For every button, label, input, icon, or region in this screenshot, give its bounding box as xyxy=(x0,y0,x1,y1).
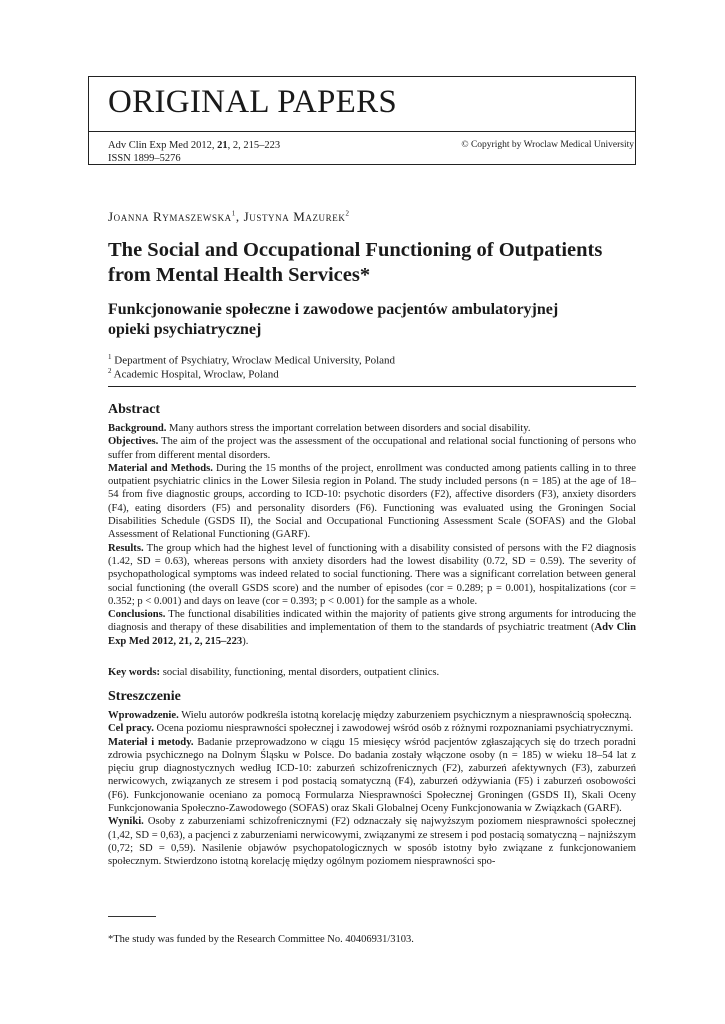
affiliation-text: Academic Hospital, Wroclaw, Poland xyxy=(111,368,279,381)
keywords-line xyxy=(108,666,636,679)
paragraph-text: Wielu autorów podkreśla istotną korelację między zaburzeniem psychicznym a niesprawnością społeczną. xyxy=(178,710,632,721)
citation-reference: Adv Clin Exp Med 2012, 21, 2, 215–223 xyxy=(108,622,636,647)
citation-volume: 21 xyxy=(217,140,228,151)
streszczenie-methods xyxy=(108,736,636,816)
abstract-conclusions xyxy=(108,608,636,648)
paragraph-label: Materiał i metody. xyxy=(108,736,194,748)
separator-rule xyxy=(108,386,636,387)
affiliation-text: Department of Psychiatry, Wroclaw Medical University, Poland xyxy=(111,354,396,367)
affiliation xyxy=(108,364,279,382)
article-title-text: The Social and Occupational Functioning of Outpatients from Mental Health Services xyxy=(108,239,603,286)
author-separator: , xyxy=(235,209,244,224)
paragraph-text: Osoby z zaburzeniami schizofrenicznymi (F2) odznaczały się najwyższym poziomem niesprawności społecznej (1,42, SD = 0,63), a pacjenci z zaburzeniami nerwicowymi, związanymi ze stresem i pod postacią somatyczną – najniższym (0,72; SD = 0,59). Nasilenie objawów psychopatologicznych w sposób istotny było związane z funkcjonowaniem społecznym. Stwierdzono istotną korelację między ogólnym poziomem niesprawności spo- xyxy=(108,816,636,868)
section-title: ORIGINAL PAPERS xyxy=(108,84,398,120)
citation-prefix: Adv Clin Exp Med 2012, xyxy=(108,140,218,151)
paragraph-label: Wprowadzenie. xyxy=(108,710,179,721)
paragraph-label: Material and Methods. xyxy=(108,462,213,474)
author-name: Joanna Rymaszewska xyxy=(108,209,232,224)
paragraph-label: Wyniki. xyxy=(108,816,144,828)
funding-footnote: *The study was funded by the Research Committee No. 40406931/3103. xyxy=(108,934,414,945)
streszczenie-heading: Streszczenie xyxy=(108,689,181,704)
streszczenie-aim xyxy=(108,722,636,735)
keywords-label: Key words: xyxy=(108,667,161,678)
footnote-rule xyxy=(108,916,156,917)
affiliation-mark: 2 xyxy=(108,367,112,375)
paragraph-label: Results. xyxy=(108,542,144,554)
paragraph-text: ). xyxy=(242,635,249,647)
keywords-text: social disability, functioning, mental disorders, outpatient clinics. xyxy=(160,667,440,678)
affiliation-mark: 1 xyxy=(108,353,112,361)
paragraph-text: The aim of the project was the assessment of the occupational and relational social functioning of persons who suffer from different mental disorders. xyxy=(108,436,636,461)
author-affiliation-mark: 2 xyxy=(345,209,350,218)
article-title-english xyxy=(108,238,648,288)
keywords xyxy=(108,666,636,679)
paragraph-text: During the 15 months of the project, enrollment was conducted among patients calling in to three outpatient psychiatric clinics in the Lower Silesia region in Poland. The study included persons (n = 185) at the age of 18–54 from five diagnostic groups, according to ICD-10: psychotic disorders (F2), affective disorders (F3), anxiety disorders (F4), eating disorders (F5) and personality disorders (F6). Functioning was evaluated using the Groningen Social Disabilities Schedule (GSDS II), the Social and Occupational Functioning Assessment Scale (SOFAS) and the Global Assessment of Relational Functioning (GARF). xyxy=(108,462,636,541)
author-list xyxy=(108,209,350,225)
abstract-objectives xyxy=(108,435,636,462)
abstract-body xyxy=(108,422,636,648)
citation-suffix: , 2, 215–223 xyxy=(227,140,281,151)
paragraph-text: Ocena poziomu niesprawności społecznej i zawodowej wśród osób z różnymi rozpoznaniami psychiatrycznymi. xyxy=(153,723,634,735)
paragraph-label: Conclusions. xyxy=(108,609,166,621)
paragraph-text: The functional disabilities indicated within the majority of patients give strong arguments for introducing the diagnosis and therapy of these disabilities and implementation of them to the standards of psychiatric treatment ( xyxy=(108,609,636,634)
paragraph-label: Background. xyxy=(108,423,167,434)
paragraph-label: Objectives. xyxy=(108,436,159,448)
author-name: Justyna Mazurek xyxy=(243,209,346,224)
author-affiliation-mark: 1 xyxy=(231,209,236,218)
issn: ISSN 1899–5276 xyxy=(108,153,181,164)
article-title-polish: Funkcjonowanie społeczne i zawodowe pacjentów ambulatoryjnej opieki psychiatrycznej xyxy=(108,301,559,338)
abstract-heading: Abstract xyxy=(108,402,161,417)
streszczenie-results xyxy=(108,815,636,868)
streszczenie-intro xyxy=(108,709,636,722)
abstract-methods xyxy=(108,462,636,542)
paragraph-label: Cel pracy. xyxy=(108,723,154,735)
journal-citation xyxy=(108,139,280,153)
abstract-background xyxy=(108,422,636,435)
paragraph-text: The group which had the highest level of functioning with a disability consisted of persons with the F2 diagnosis (1.42, SD = 0.63), whereas persons with anxiety disorders had the lowest disability (0.72, SD = 0.59). The severity of psychopathological symptoms was indeed related to social functioning. There was a significant correlation between general social functioning (the overall GSDS score) and the number of episodes (cor = 0.289; p = 0.001), hospitalizations (cor = 0.352; p < 0.001) and days on leave (cor = 0.393; p < 0.001) for the sample as a whole. xyxy=(108,542,636,607)
copyright-notice: © Copyright by Wroclaw Medical University xyxy=(461,140,634,150)
abstract-results xyxy=(108,542,636,608)
paragraph-text: Many authors stress the important correlation between disorders and social disability. xyxy=(166,423,531,434)
streszczenie-body xyxy=(108,709,636,869)
funding-footnote-mark: * xyxy=(359,264,371,286)
paragraph-text: Badanie przeprowadzono w ciągu 15 miesięcy wśród pacjentów zgłaszających się do trzech poradni zdrowia psychicznego na Dolnym Śląsku w Polsce. Do badania zostały włączone osoby (n = 185) w wieku 18–54 lat z pięciu grup diagnostycznych według ICD-10: zaburzeń schizofrenicznych (F2), zaburzeń afektywnych (F3), zaburzeń nerwicowych, związanych ze stresem i pod postacią somatyczną (F4), zaburzeń odżywiania (F5) i zaburzeń osobowości (F6). Funkcjonowanie oceniano za pomocą Formularza Niesprawności Społecznej Groningen (GSDS II), Skali Oceny Funkcjonowania Społeczno-Zawodowego (SOFAS) oraz Skali Globalnej Oceny Funkcjonowania w Związkach (GARF). xyxy=(108,736,636,815)
